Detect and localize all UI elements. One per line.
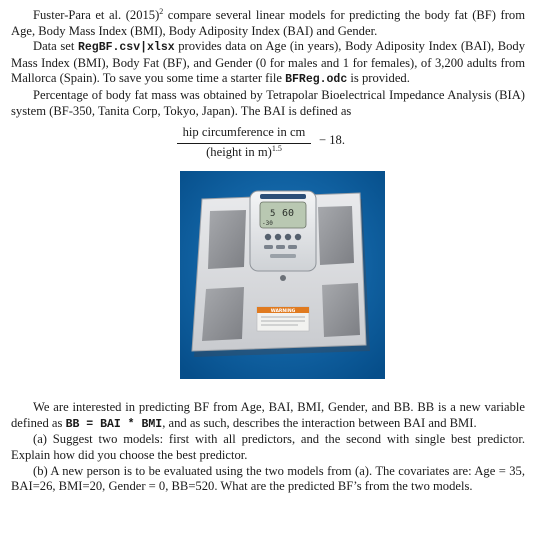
lcd-main-value: 60	[282, 208, 295, 220]
citation-text: Fuster-Para et al. (2015)	[33, 8, 160, 22]
dataset-text-a: Data set	[33, 39, 78, 54]
lcd-top-value: 5	[270, 209, 276, 220]
panel-button-4	[295, 234, 301, 240]
question-a: (a) Suggest two models: first with all predictors, and the second with single best predictor. Explain how did you choose the best predictor.	[11, 432, 525, 462]
electrode-front-left	[208, 210, 246, 269]
panel-button-1	[265, 234, 271, 240]
formula-fraction	[175, 125, 313, 160]
panel-key-1	[264, 245, 273, 249]
formula-denominator	[175, 144, 313, 161]
electrode-rear-right	[322, 283, 360, 337]
goal-text-b: , and as such, describes the interaction between BAI and BMI.	[162, 415, 477, 430]
electrode-front-right	[318, 206, 354, 265]
dataset-filename: RegBF.csv|xlsx	[78, 41, 175, 55]
denominator-text: (height in m)	[206, 144, 272, 159]
panel-button-3	[285, 234, 291, 240]
warning-sticker-text: WARNING	[270, 309, 296, 315]
formula-exponent: 1.5	[271, 143, 282, 153]
method-paragraph: Percentage of body fat mass was obtained by Tetrapolar Bioelectrical Impedance Analysis (BIA) system (BF-350, Tanita Corp, Tokyo, Japan). The BAI is defined as	[11, 87, 525, 118]
footnote-marker: 2	[159, 6, 164, 16]
panel-key-3	[288, 245, 297, 249]
document-page	[11, 8, 525, 495]
formula-tail: − 18.	[319, 133, 345, 148]
panel-key-wide	[270, 254, 296, 258]
starter-filename: BFReg.odc	[285, 73, 348, 87]
bb-definition-code: BB = BAI * BMI	[65, 417, 163, 431]
center-foot-marker	[280, 275, 286, 281]
formula-numerator: hip circumference in cm	[182, 125, 306, 140]
goal-paragraph	[11, 400, 525, 432]
dataset-text-c: is provided.	[347, 71, 410, 86]
panel-key-2	[276, 245, 285, 249]
electrode-rear-left	[202, 287, 244, 341]
brand-strip	[260, 194, 306, 199]
lcd-small-value: -30	[262, 220, 273, 228]
panel-button-2	[275, 234, 281, 240]
scale-illustration	[180, 171, 385, 379]
questions-section	[11, 400, 525, 495]
goal-text-a: We are interested in predicting BF from Age, BAI, BMI, Gender, and BB. BB is a new variable defined as	[11, 400, 525, 430]
intro-paragraph	[11, 8, 525, 39]
question-b: (b) A new person is to be evaluated using the two models from (a). The covariates are: Age = 35, BAI=26, BMI=20, Gender = 0, BB=520. What are the predicted BF’s from the two models.	[11, 463, 525, 494]
dataset-text-b: provides data on Age (in years), Body Adiposity Index (BAI), Body Mass Index (BMI), Body Fat (BF), and Gender (0 for males and 1 for females), of 3,200 adults from Mallorca (Spain). To save you some time a starter file	[11, 39, 525, 86]
body-fat-scale-photo	[180, 171, 385, 379]
bai-formula	[11, 125, 525, 161]
intro-text: compare several linear models for predicting the body fat (BF) from Age, Body Mass Index (BMI), Body Adiposity Index (BAI) and Gender.	[11, 8, 525, 38]
dataset-paragraph	[11, 39, 525, 88]
